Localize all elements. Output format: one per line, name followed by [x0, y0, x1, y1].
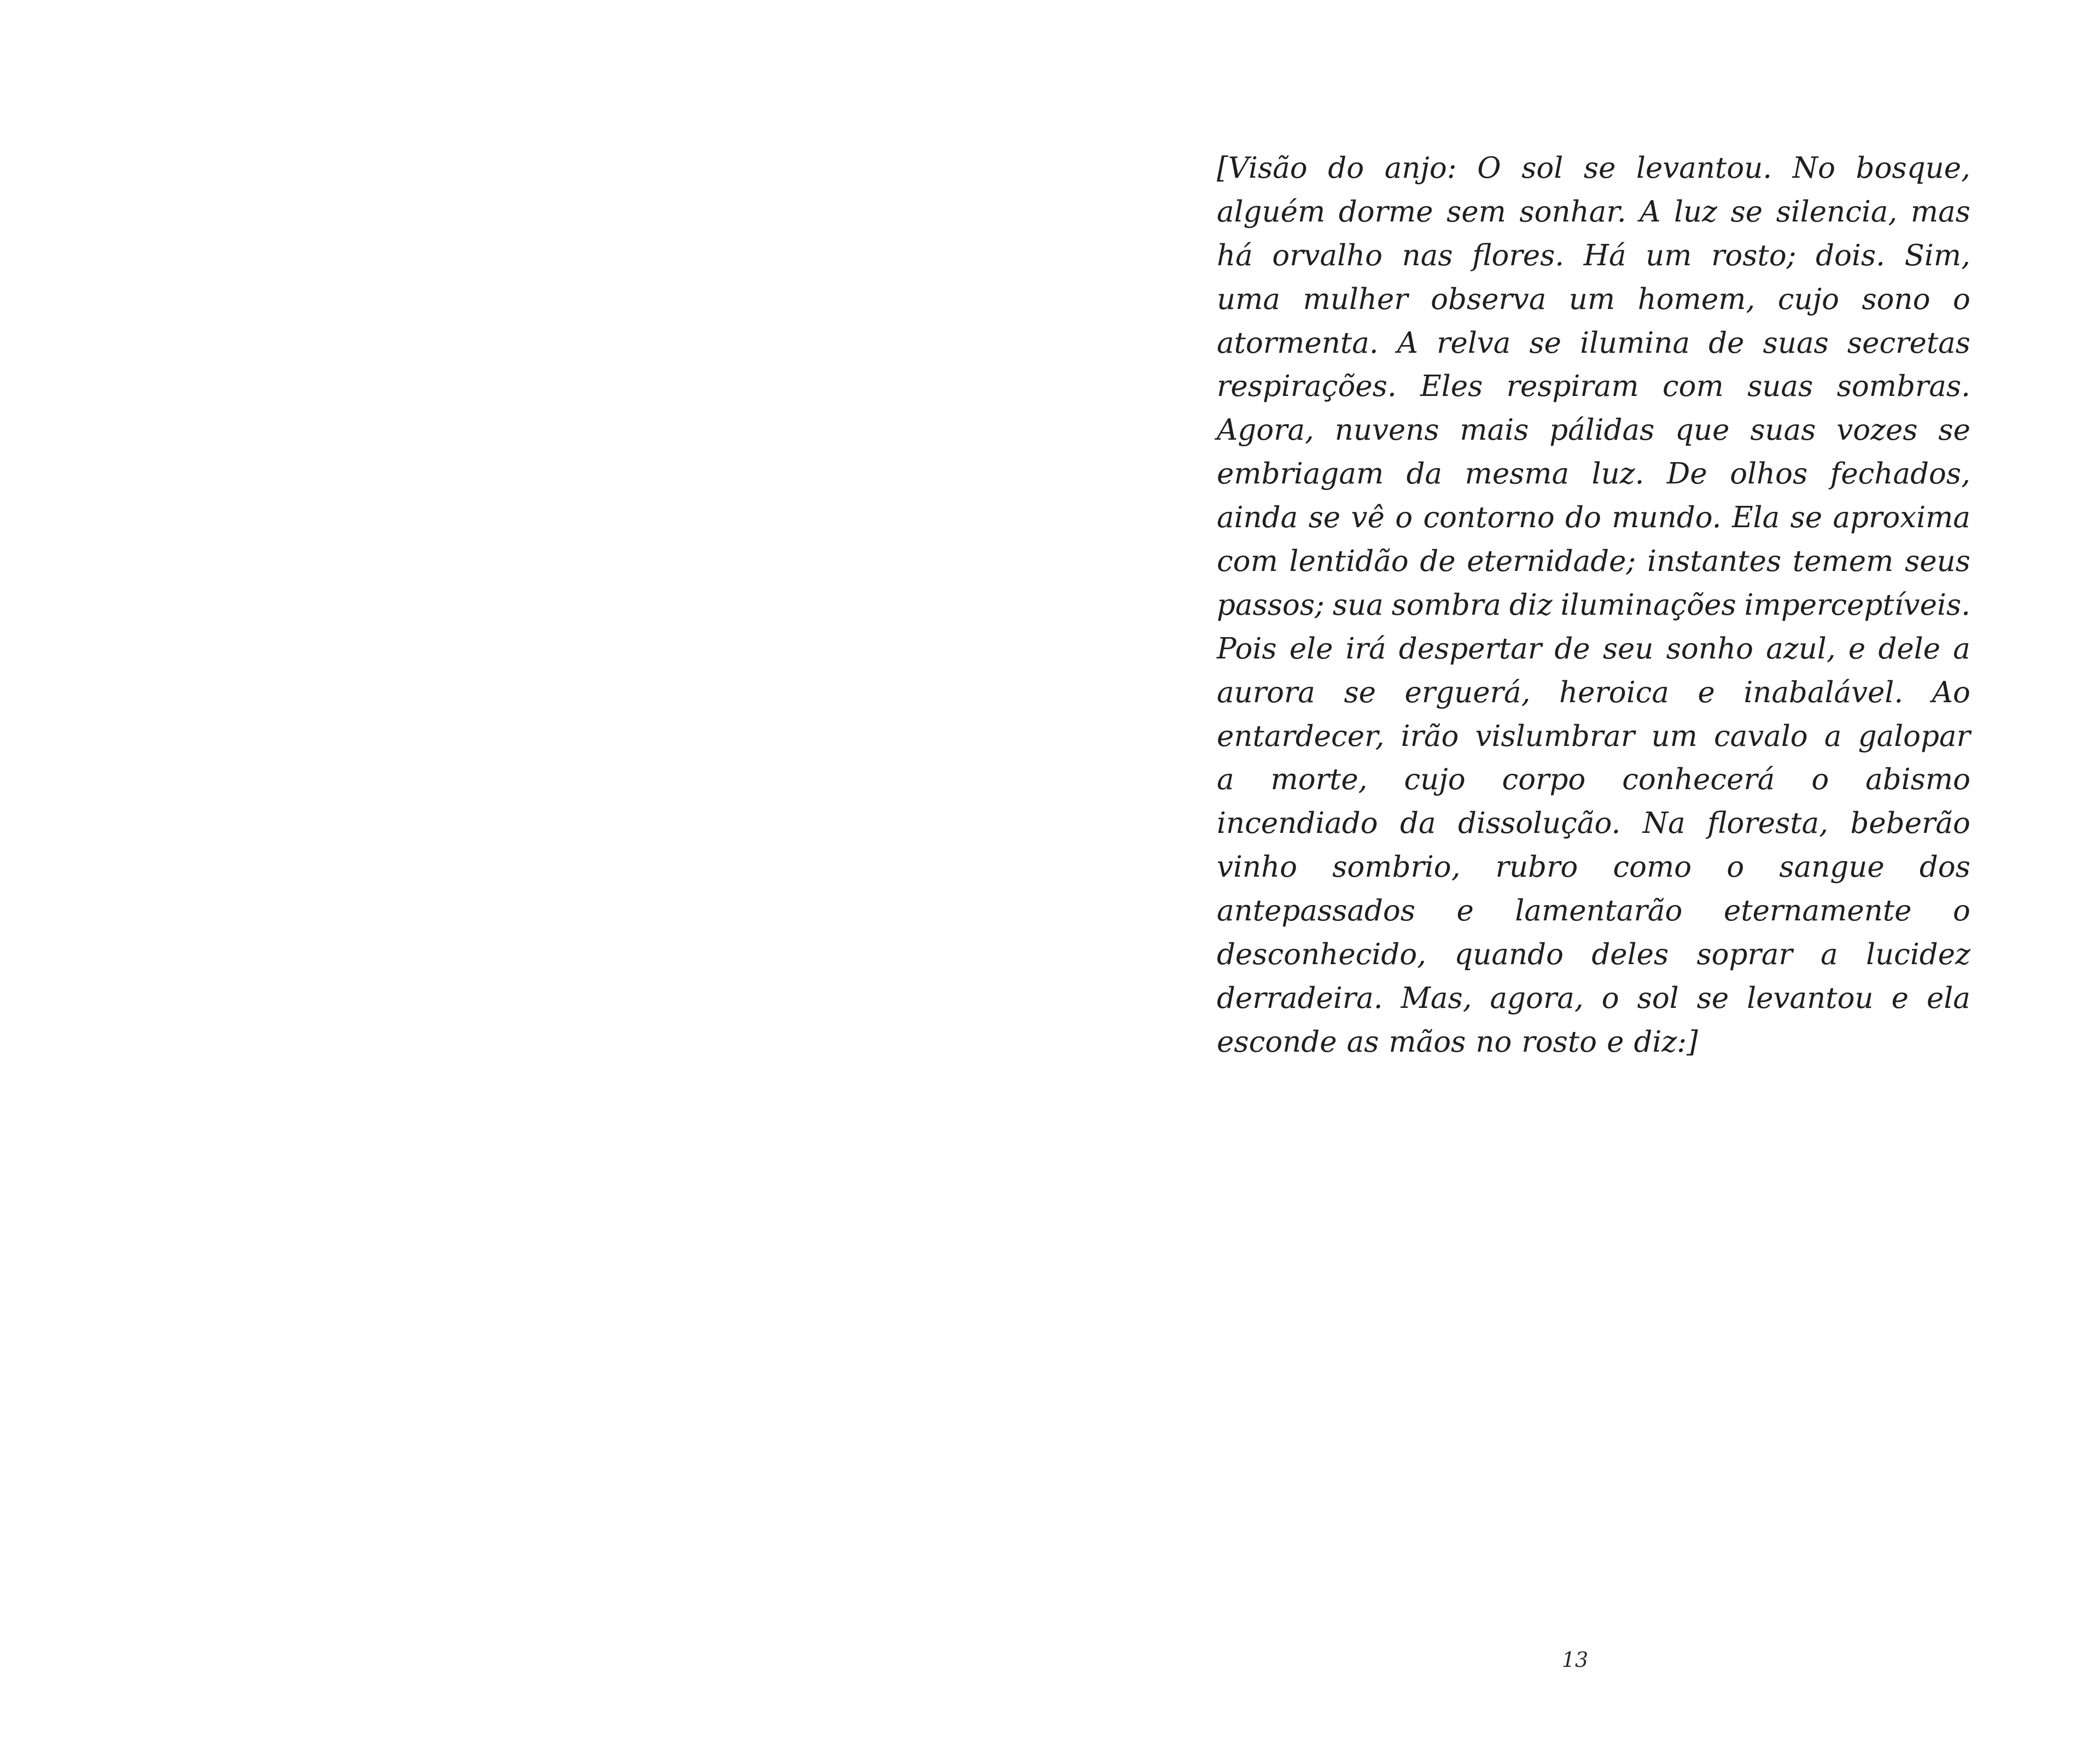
text-line: embriagam da mesma luz. De olhos fechados,	[1217, 457, 1970, 491]
text-line: esconde as mãos no rosto e diz:]	[1217, 1025, 1698, 1059]
text-line: [Visão do anjo: O sol se levantou. No bosque,	[1217, 151, 1970, 185]
text-line: aurora se erguerá, heroica e inabalável. Ao	[1217, 675, 1970, 709]
text-line: ainda se vê o contorno do mundo. Ela se aproxima	[1217, 501, 1970, 535]
text-line: respirações. Eles respiram com suas sombras.	[1217, 370, 1970, 404]
text-line: entardecer, irão vislumbrar um cavalo a galopar	[1217, 719, 1970, 753]
text-line: desconhecido, quando deles soprar a lucidez	[1217, 938, 1970, 972]
text-line: vinho sombrio, rubro como o sangue dos	[1217, 850, 1970, 884]
body-text	[1217, 147, 1970, 1064]
text-line: alguém dorme sem sonhar. A luz se silencia, mas	[1217, 195, 1970, 229]
text-line: passos; sua sombra diz iluminações imperceptíveis.	[1217, 588, 1970, 622]
text-line: incendiado da dissolução. Na floresta, beberão	[1217, 807, 1970, 841]
page-number: 13	[1561, 1648, 1589, 1672]
text-line: a morte, cujo corpo conhecerá o abismo	[1217, 763, 1970, 797]
text-line: antepassados e lamentarão eternamente o	[1217, 894, 1970, 928]
text-line: uma mulher observa um homem, cujo sono o	[1217, 282, 1970, 316]
right-page	[1050, 0, 2100, 1750]
text-line: derradeira. Mas, agora, o sol se levantou e ela	[1217, 981, 1970, 1015]
text-line: há orvalho nas flores. Há um rosto; dois. Sim,	[1217, 238, 1970, 272]
text-line: atormenta. A relva se ilumina de suas secretas	[1217, 326, 1970, 360]
text-line: com lentidão de eternidade; instantes temem seus	[1217, 545, 1970, 579]
text-line: Pois ele irá despertar de seu sonho azul, e dele a	[1217, 632, 1970, 666]
text-line: Agora, nuvens mais pálidas que suas vozes se	[1217, 413, 1970, 447]
